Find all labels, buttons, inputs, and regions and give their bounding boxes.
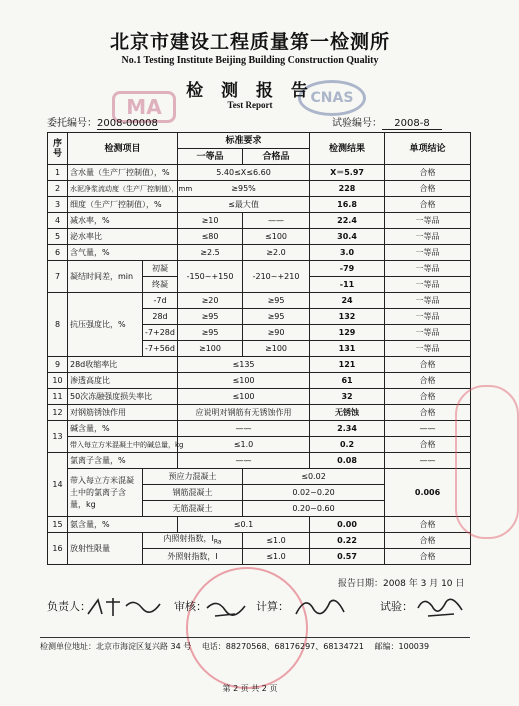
row-result: 132 (310, 309, 385, 325)
test-value: 2008-8 (382, 118, 442, 130)
commission-number (47, 114, 158, 130)
row-conclusion: 合格 (385, 437, 471, 453)
row-result: 121 (310, 357, 385, 373)
row-subitem: -7+56d (143, 341, 178, 357)
row-no: 5 (48, 229, 68, 245)
table-row (48, 389, 471, 405)
row-result: 0.57 (310, 549, 385, 565)
row-conclusion: 一等品 (385, 293, 471, 309)
row-subitem: 28d (143, 309, 178, 325)
row-subitem: 内照射指数，$I_{Ra}$ (143, 533, 243, 549)
row-no: 1 (48, 165, 68, 181)
row-std-qualified: ≥90 (243, 325, 310, 341)
row-subitem: -7+28d (143, 325, 178, 341)
row-std-qualified: -210~+210 (243, 261, 310, 293)
table-row (48, 357, 471, 373)
institute-title-cn: 北京市建设工程质量第一检测所 (109, 31, 390, 53)
row-no: 6 (48, 245, 68, 261)
row-result: 0.006 (385, 469, 471, 517)
row-result: 30.4 (310, 229, 385, 245)
row-std: ≥95% (178, 181, 310, 197)
row-no: 13 (48, 421, 68, 453)
row-no: 7 (48, 261, 68, 293)
row-subitem: 初凝 (143, 261, 178, 277)
table-row (48, 373, 471, 389)
row-conclusion: 一等品 (385, 213, 471, 229)
row-item: 渗透高度比 (68, 373, 178, 389)
row-item: 带入每立方米混凝土中的碱总量，kg (68, 437, 178, 453)
row-std: ≤135 (178, 357, 310, 373)
row-std-first: ≥95 (178, 325, 243, 341)
row-std-qualified: ≥100 (243, 341, 310, 357)
row-result: X＝5.97 (310, 165, 385, 181)
row-conclusion: 合格 (385, 373, 471, 389)
row-conclusion: 一等品 (385, 261, 471, 277)
row-conclusion: 合格 (385, 197, 471, 213)
row-result: 0.08 (310, 453, 385, 469)
table-row (48, 181, 471, 197)
table-row (48, 517, 471, 533)
row-std: ≤100 (178, 373, 310, 389)
cnas-stamp: CNAS (298, 80, 366, 116)
row-item: 对钢筋锈蚀作用 (68, 405, 178, 421)
row-std: ≤1.0 (243, 533, 310, 549)
row-std: —— (178, 453, 310, 469)
responsible-label: 负责人： (47, 600, 91, 613)
row-no: 12 (48, 405, 68, 421)
footer-address-line (40, 641, 429, 652)
table-header-row (48, 133, 471, 149)
table-row (48, 293, 471, 309)
row-conclusion: 一等品 (385, 325, 471, 341)
reviewer-signature (205, 596, 255, 620)
row-std-first: ≥100 (178, 341, 243, 357)
row-conclusion: 一等品 (385, 341, 471, 357)
row-std: —— (178, 421, 310, 437)
row-result: 61 (310, 373, 385, 389)
row-conclusion: 合格 (385, 405, 471, 421)
report-title-cn: 检 测 报 告 (186, 81, 314, 101)
row-no: 16 (48, 533, 68, 565)
row-result: 2.34 (310, 421, 385, 437)
row-item: 氯离子含量，% (68, 453, 178, 469)
footer-divider (40, 637, 470, 638)
row-subitem: 外照射指数，I (143, 549, 243, 565)
table-row (48, 437, 471, 453)
table-row (48, 469, 471, 485)
responsible-signature (86, 596, 170, 620)
row-std-qualified: ≤100 (243, 229, 310, 245)
row-result: 24 (310, 293, 385, 309)
table-row (48, 261, 471, 277)
row-item: 含水量（生产厂控制值），% (68, 165, 178, 181)
table-row (48, 213, 471, 229)
row-item: 28d收缩率比 (68, 357, 178, 373)
ma-stamp: MA (112, 91, 176, 123)
row-no: 10 (48, 373, 68, 389)
reviewer-label: 审核： (174, 600, 207, 613)
row-no: 15 (48, 517, 68, 533)
row-no: 2 (48, 181, 68, 197)
row-subitem: 预应力混凝土 (143, 469, 243, 485)
row-no: 4 (48, 213, 68, 229)
lab-phone: 电话：88270568、68176297、68134721 (201, 642, 364, 651)
row-item: 泌水率比 (68, 229, 178, 245)
row-std: ≤1.0 (178, 437, 310, 453)
row-item: 细度（生产厂控制值），% (68, 197, 178, 213)
page-number: 第 2 页 共 2 页 (222, 684, 278, 693)
tester-signature (414, 592, 470, 622)
lab-address: 检测单位地址：北京市海淀区复兴路 34 号 (40, 642, 192, 651)
test-number (332, 114, 442, 130)
lab-postcode: 邮编：100039 (374, 642, 430, 651)
row-item: 碱含量，% (68, 421, 178, 437)
row-std-first: -150~+150 (178, 261, 243, 293)
row-std: ≤0.1 (178, 517, 310, 533)
row-conclusion: 合格 (385, 181, 471, 197)
row-subitem: -7d (143, 293, 178, 309)
row-std-qualified: ≥95 (243, 293, 310, 309)
row-result: 32 (310, 389, 385, 405)
row-result: 0.00 (310, 517, 385, 533)
row-std-qualified: ≥2.0 (243, 245, 310, 261)
row-result: 无锈蚀 (310, 405, 385, 421)
row-std-first: ≥10 (178, 213, 243, 229)
row-std-qualified: ≥95 (243, 309, 310, 325)
row-result: 3.0 (310, 245, 385, 261)
institute-title-en: No.1 Testing Institute Beijing Building Construction Quality (121, 55, 379, 66)
test-results-table (47, 132, 471, 565)
row-std-first: ≥95 (178, 309, 243, 325)
report-title-en: Test Report (227, 100, 273, 110)
commission-label: 委托编号： (47, 118, 97, 129)
row-std-qualified: —— (243, 213, 310, 229)
row-std-first: ≥20 (178, 293, 243, 309)
header-seq: 序号 (48, 133, 68, 165)
row-conclusion: 一等品 (385, 229, 471, 245)
row-subitem: 钢筋混凝土 (143, 485, 243, 501)
row-result: 228 (310, 181, 385, 197)
row-conclusion: 一等品 (385, 277, 471, 293)
row-conclusion: 一等品 (385, 245, 471, 261)
row-conclusion: —— (385, 453, 471, 469)
row-item: 含气量，% (68, 245, 178, 261)
side-seal (455, 385, 519, 539)
calculator-label: 计算： (256, 600, 289, 613)
commission-value: 2008-00008 (97, 118, 158, 129)
row-std: 5.40≤X≤6.60 (178, 165, 310, 181)
row-item: 减水率，% (68, 213, 178, 229)
row-std: 0.20~0.60 (243, 501, 385, 517)
header-item: 检测项目 (68, 133, 178, 165)
table-row (48, 165, 471, 181)
row-item: 氨含量，% (68, 517, 178, 533)
header-result: 检测结果 (310, 133, 385, 165)
table-row (48, 405, 471, 421)
table-row (48, 197, 471, 213)
table-row (48, 229, 471, 245)
row-item: 50次冻融强度损失率比 (68, 389, 178, 405)
row-std: ≤最大值 (178, 197, 310, 213)
row-no: 9 (48, 357, 68, 373)
row-std: ≤1.0 (243, 549, 310, 565)
table-row (48, 453, 471, 469)
row-item: 放射性限量 (68, 533, 143, 565)
row-conclusion: 合格 (385, 517, 471, 533)
row-std: ≤100 (178, 389, 310, 405)
row-result: -79 (310, 261, 385, 277)
row-item: 凝结时间差，min (68, 261, 143, 293)
row-result: 0.2 (310, 437, 385, 453)
row-result: 0.22 (310, 533, 385, 549)
row-item: 带入每立方米混凝土中的氯离子含量，kg (68, 469, 143, 517)
row-result: -11 (310, 277, 385, 293)
table-row (48, 245, 471, 261)
calculator-signature (292, 592, 352, 622)
row-result: 131 (310, 341, 385, 357)
row-std: 0.02~0.20 (243, 485, 385, 501)
row-no: 3 (48, 197, 68, 213)
row-conclusion: 合格 (385, 549, 471, 565)
row-std: ≤0.02 (243, 469, 385, 485)
row-item: 抗压强度比，% (68, 293, 143, 357)
test-label: 试验编号： (332, 118, 382, 129)
header-std: 标准要求 (178, 133, 310, 149)
header-qualified: 合格品 (243, 149, 310, 165)
row-conclusion: 合格 (385, 389, 471, 405)
row-subitem: 无筋混凝土 (143, 501, 243, 517)
row-conclusion: 合格 (385, 165, 471, 181)
row-conclusion: 合格 (385, 533, 471, 549)
row-result: 22.4 (310, 213, 385, 229)
report-date: 报告日期：2008 年 3 月 10 日 (338, 579, 465, 589)
tester-label: 试验： (380, 600, 413, 613)
row-item: 水泥净浆流动度（生产厂控制值），mm (68, 181, 178, 197)
table-row (48, 421, 471, 437)
row-conclusion: 一等品 (385, 309, 471, 325)
row-std: 应说明对钢筋有无锈蚀作用 (178, 405, 310, 421)
row-no: 11 (48, 389, 68, 405)
official-seal (186, 567, 308, 689)
row-std-first: ≤80 (178, 229, 243, 245)
row-conclusion: 合格 (385, 357, 471, 373)
row-no: 8 (48, 293, 68, 357)
row-result: 16.8 (310, 197, 385, 213)
header-first-grade: 一等品 (178, 149, 243, 165)
row-std-first: ≥2.5 (178, 245, 243, 261)
row-no: 14 (48, 453, 68, 517)
row-subitem: 终凝 (143, 277, 178, 293)
row-conclusion: —— (385, 421, 471, 437)
row-result: 129 (310, 325, 385, 341)
table-row (48, 533, 471, 549)
header-conclusion: 单项结论 (385, 133, 471, 165)
